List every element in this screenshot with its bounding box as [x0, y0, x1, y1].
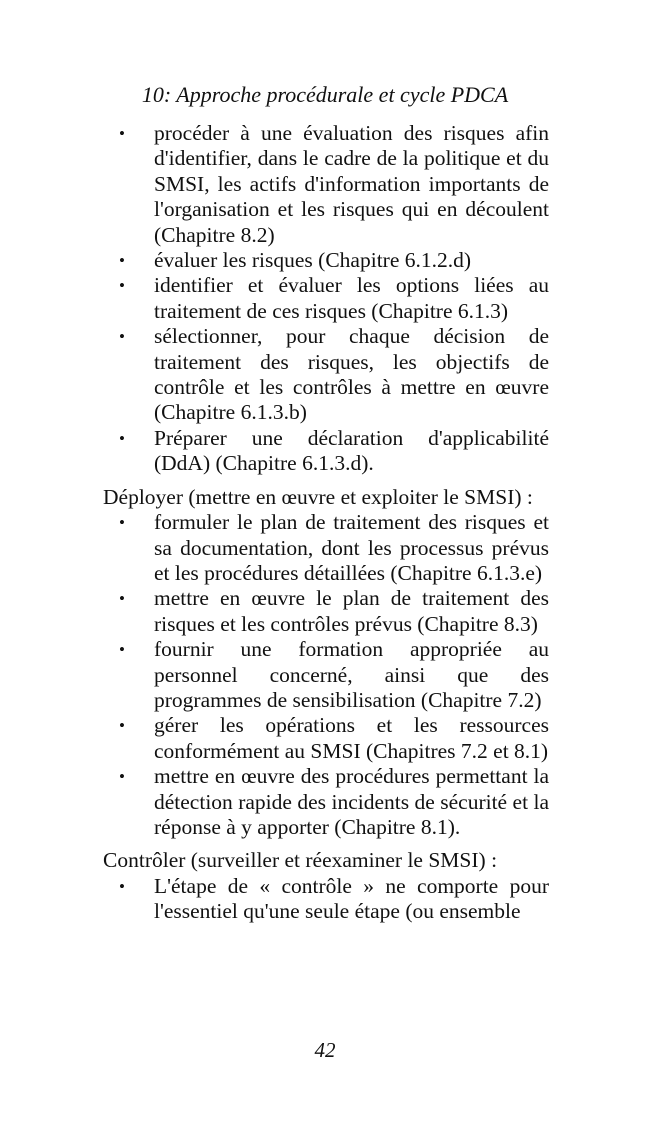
list-item	[103, 637, 549, 713]
bullet-icon: •	[119, 589, 125, 609]
control-heading: Contrôler (surveiller et réexaminer le SMSI) :	[103, 848, 498, 873]
bullet-icon: •	[119, 428, 125, 448]
list-item	[103, 324, 549, 426]
list-item	[103, 586, 549, 637]
bullet-icon: •	[119, 767, 125, 787]
list-item-text: Préparer une déclaration d'applicabilité (DdA) (Chapitre 6.1.3.d).	[154, 425, 549, 476]
list-item	[103, 121, 549, 248]
bullet-list-deploy	[103, 510, 549, 840]
list-item	[103, 426, 549, 477]
bullet-icon: •	[119, 276, 125, 296]
bullet-icon: •	[119, 327, 125, 347]
list-item-text: identifier et évaluer les options liées au traitement de ces risques (Chapitre 6.1.3)	[154, 273, 549, 323]
list-item-text: évaluer les risques (Chapitre 6.1.2.d)	[154, 248, 472, 273]
bullet-list-plan	[103, 121, 549, 477]
page-number: 42	[314, 1038, 336, 1062]
bullet-icon: •	[119, 876, 125, 896]
list-item	[103, 764, 549, 840]
bullet-icon: •	[119, 124, 125, 143]
list-item-text: mettre en œuvre le plan de traitement des risques et les contrôles prévus (Chapitre 8.3)	[154, 586, 549, 636]
list-item-text: fournir une formation appropriée au personnel concerné, ainsi que des programmes de sensibilisation (Chapitre 7.2)	[154, 637, 549, 712]
list-item	[103, 273, 549, 324]
page-body	[103, 121, 549, 925]
deploy-heading: Déployer (mettre en œuvre et exploiter le SMSI) :	[103, 484, 533, 509]
list-item-text: mettre en œuvre des procédures permettant la détection rapide des incidents de sécurité et la réponse à y apporter (Chapitre 8.1).	[154, 764, 549, 839]
list-item-text: procéder à une évaluation des risques afin d'identifier, dans le cadre de la politique et du SMSI, les actifs d'information importants de l'organisation et les risques qui en découlent (Chapitre 8.2)	[154, 121, 549, 247]
bullet-list-control	[103, 874, 549, 925]
bullet-icon: •	[119, 716, 125, 736]
list-item	[103, 874, 549, 925]
list-item-text: formuler le plan de traitement des risques et sa documentation, dont les processus prévus et les procédures détaillées (Chapitre 6.1.3.e)	[154, 510, 549, 585]
bullet-icon: •	[119, 251, 125, 271]
bullet-icon: •	[119, 640, 125, 660]
bullet-icon: •	[119, 513, 125, 533]
list-item	[103, 510, 549, 586]
running-header: 10: Approche procédurale et cycle PDCA	[141, 82, 509, 107]
list-item	[103, 248, 549, 273]
list-item-text: gérer les opérations et les ressources conformément au SMSI (Chapitres 7.2 et 8.1)	[154, 713, 549, 763]
list-item-text: sélectionner, pour chaque décision de traitement des risques, les objectifs de contrôle et les contrôles à mettre en œuvre (Chapitre 6.1.3.b)	[154, 324, 549, 425]
list-item	[103, 713, 549, 764]
list-item-text: L'étape de « contrôle » ne comporte pour l'essentiel qu'une seule étape (ou ensemble	[154, 873, 549, 924]
